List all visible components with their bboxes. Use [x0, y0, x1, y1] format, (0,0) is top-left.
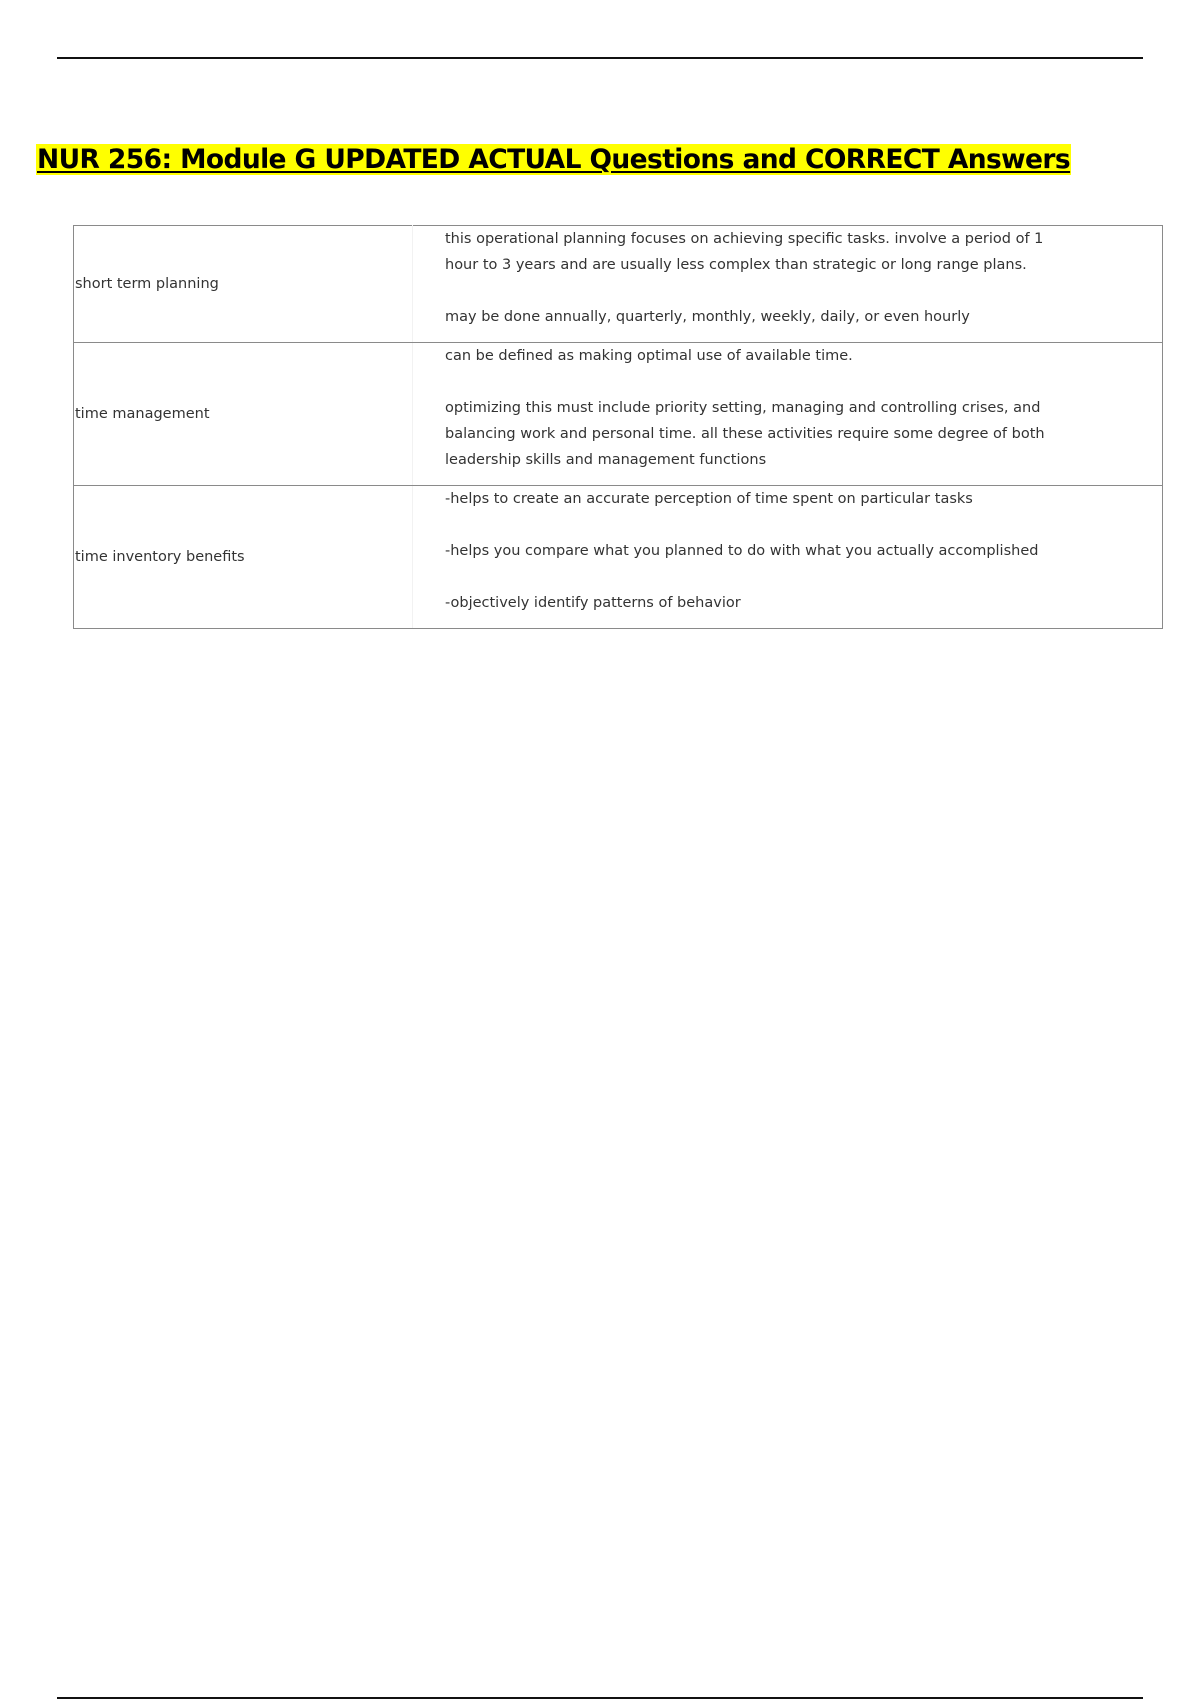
document-title: [36, 141, 1071, 179]
definition-cell: [413, 343, 1163, 486]
table-row: [74, 343, 1163, 486]
definition-line: optimizing this must include priority setting, managing and controlling crises, and: [445, 400, 1041, 416]
table-row: [74, 226, 1163, 343]
definition-line: may be done annually, quarterly, monthly, weekly, daily, or even hourly: [445, 309, 970, 325]
definition-line: -objectively identify patterns of behavior: [445, 595, 741, 611]
definition-line: balancing work and personal time. all these activities require some degree of both: [445, 426, 1045, 442]
definition-cell: [413, 486, 1163, 629]
definition-cell: [413, 226, 1163, 343]
definition-line: this operational planning focuses on achieving specific tasks. involve a period of 1: [445, 231, 1044, 247]
definition-line: -helps to create an accurate perception of time spent on particular tasks: [445, 491, 973, 507]
term-cell: short term planning: [74, 226, 413, 343]
definition-line: -helps you compare what you planned to do with what you actually accomplished: [445, 543, 1039, 559]
term-cell: time inventory benefits: [74, 486, 413, 629]
term-cell: time management: [74, 343, 413, 486]
definition-line: hour to 3 years and are usually less complex than strategic or long range plans.: [445, 257, 1027, 273]
qa-table: [73, 225, 1163, 629]
header-rule: [57, 57, 1143, 59]
definition-line: can be defined as making optimal use of available time.: [445, 348, 853, 364]
definition-line: leadership skills and management functions: [445, 452, 767, 468]
document-title-text: NUR 256: Module G UPDATED ACTUAL Questions and CORRECT Answers: [37, 144, 1071, 175]
table-row: [74, 486, 1163, 629]
footer-rule: [57, 1697, 1143, 1699]
